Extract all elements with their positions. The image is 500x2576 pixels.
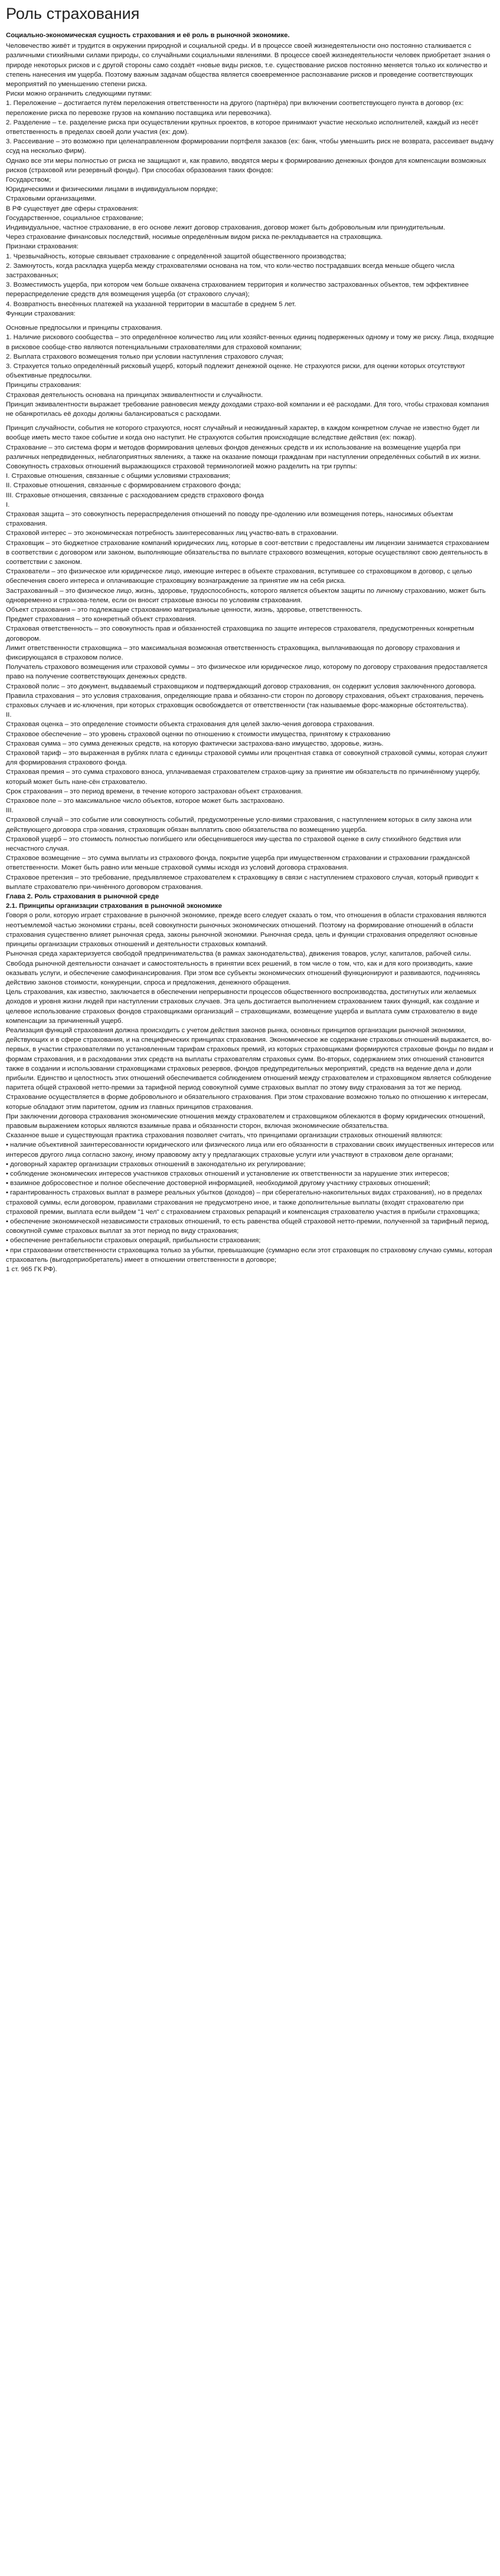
- article-body: [6, 31, 494, 1274]
- paragraph: Страховое возмещение – это сумма выплаты из страхового фонда, покрытие ущерба при имущественном страховании и страховании гражданской ответственности. Может быть равно или меньше страховой суммы исходя из условий договора страхования.: [6, 855, 470, 872]
- paragraph: 3. Страхуется только определённый рисковый ущерб, который подлежит денежной оценке. Не страхуются риски, для оценки которых отсутствуют объективные предпосылки.: [6, 362, 465, 380]
- paragraph: • наличие объективной заинтересованности юридического или физического лица или его обязанности в страховании своих имущественных интересов или интересов другого лица согласно закону, иному правовому акту у предлагающих страховые услуги или участвуют в страховом деле органами;: [6, 1141, 494, 1159]
- paragraph: Человечество живёт и трудится в окружении природной и социальной среды. И в процессе своей жизнедеятельности оно постоянно сталкивается с различными стихийными силами природы, со случайными социальными явлениями. В процессе своей жизнедеятельности человек приобретает знания о природе некоторых рисков и с другой стороны само создаёт «новые виды рисков, т.е. существование рисков постоянно меняется только их количество и степень нанесения им ущерба. Поэтому важным задачам общества является своевременное распознавание рисков и проведение соответствующих мероприятий по уменьшению степени риска.: [6, 42, 491, 88]
- paragraph: 3. Возместимость ущерба, при котором чем больше охвачена страхованием территория и количество застрахованных объектов, тем эффективнее перераспределение средств для возмещения ущерба (от страхового случая);: [6, 281, 469, 298]
- paragraph: Страховой ущерб – это стоимость полностью погибшего или обесценившегося иму-щества по страховой оценке в силу стихийного бедствия или несчастного случая.: [6, 835, 461, 853]
- paragraph: Признаки страхования:: [6, 243, 79, 251]
- paragraph: В РФ существует две сферы страхования:: [6, 205, 139, 212]
- paragraph: При заключении договора страхования экономические отношения между страхователем и страховщиком облекаются в форму юридических отношений, правовым выражением которых являются взаимные права и обязанности сторон, включая экономические обязательства.: [6, 1113, 485, 1130]
- paragraph: II. Страховые отношения, связанные с формированием страхового фонда;: [6, 482, 241, 490]
- paragraph: Через страхование финансовых последствий, носимые определённым видом риска пе-рекладывается на страховщика.: [6, 234, 383, 241]
- paragraph: Лимит ответственности страховщика – это максимальная возможная ответственность страховщика, выплачивающая по договору страхования и фиксирующаяся в страховом полисе.: [6, 644, 460, 661]
- paragraph: I. Страховые отношения, связанные с общими условиями страхования;: [6, 472, 231, 480]
- paragraph: Индивидуальное, частное страхование, в его основе лежит договор страхования, договор может быть добровольным или принудительным.: [6, 224, 446, 232]
- paragraph: Принцип эквивалентности выражает требование равновесия между доходами страхо-вой компании и её расходами. Для того, чтобы страховая компания не обанкротилась её доходы должны балансироваться с расходами.: [6, 401, 489, 418]
- paragraph: • договорный характер организации страховых отношений в законодательно их регулирование;: [6, 1160, 306, 1168]
- paragraph: Страховой тариф – это выраженная в рублях плата с единицы страховой суммы или процентная ставка от совокупной страховой суммы, которая служит для формирования страхового фонда.: [6, 750, 488, 767]
- paragraph: Страховая оценка – это определение стоимости объекта страхования для целей заклю-чения договора страхования.: [6, 721, 374, 729]
- paragraph: 2. Разделение – т.е. разделение риска при осуществлении крупных проектов, в которое принимают участие несколько исполнителей, каждый из несёт ответственность в пределах своей доли участия (ex: дом).: [6, 119, 479, 136]
- paragraph: Рыночная среда характеризуется свободой предпринимательства (в рамках законодательства), движения товаров, услуг, капиталов, рабочей силы. Свобода рыночной деятельности означает и самостоятельность в принятии всех решений, в том числе о том, что, как и для кого производить, какие оказывать услуги, и обеспечение самофинансирования. При этом все субъекты экономических отношений функционируют и развиваются, подчиняясь действию законов стоимости, конкуренции, спроса и предложения, денежного обращения.: [6, 950, 481, 986]
- paragraph: Риски можно ограничить следующими путями:: [6, 90, 152, 98]
- paragraph: 1. Чрезвычайность, которые связывает страхование с определённой защитой общественного производства;: [6, 252, 347, 260]
- paragraph: Объект страхования – это подлежащие страхованию материальные ценности, жизнь, здоровье, ответственность.: [6, 606, 362, 613]
- paragraph: Однако все эти меры полностью от риска не защищают и, как правило, вводятся меры к формированию денежных фондов для компенсации возможных рисков (страховой или резервный фонды). При способах образования таких фондов:: [6, 157, 486, 174]
- paragraph: Страховая премия – это сумма страхового взноса, уплачиваемая страхователем страхов-щику за принятие им обязательств по причинённому ущербу, который может быть нане-сён страхователю.: [6, 769, 480, 786]
- paragraph: II.: [6, 711, 12, 719]
- paragraph: Страховая защита – это совокупность перераспределения отношений по поводу пре-одолению или возмещения потерь, наносимых объектам страхования.: [6, 510, 453, 528]
- paragraph: Предмет страхования – это конкретный объект страхования.: [6, 616, 197, 624]
- paragraph: Страхование – это система форм и методов формирования целевых фондов денежных средств и их использование на возмещение ущерба при различных непредвиденных, неблагоприятных явлениях, а также на оказание помощи гражданам при наступлении определённых событий в их жизни.: [6, 444, 481, 461]
- paragraph: 1. Наличие рискового сообщества – это определённое количество лиц или хозяйст-венных единиц подверженных одному и тому же риску. Лица, входящие в рисковое сообще-ство являются потенциальными страхователями для страховой компании;: [6, 334, 494, 351]
- section-heading: Глава 2. Роль страхования в рыночной среде: [6, 893, 159, 901]
- paragraph: Страховая ответственность – это совокупность прав и обязанностей страховщика по защите интересов страхователя, предусмотренных конкретным договором.: [6, 625, 474, 642]
- paragraph: Страховщик – это бюджетное страхование компаний юридических лиц, которые в соот-ветствии с предоставлены им лицензии занимается страхованием в соответствии с договором или законом, выполняющие обязательства по выплате страхового возмещения, которые осуществляют свою деятельность в соответствии с законом.: [6, 539, 489, 566]
- paragraph: Застрахованный – это физическое лицо, жизнь, здоровье, трудоспособность, которого является объектом защиты по личному страхованию, может быть одновременно и страхова-телем, если он вносит страховые взносы по условиям страхования.: [6, 587, 486, 604]
- paragraph: • гарантированность страховых выплат в размере реальных убытков (доходов) – при сберегательно-накопительных видах страхования), но в пределах страховой суммы, если договором, правилами страхования не предусмотрено иное, и также дополнительные выплаты (входят страхователю при страховой премии, выплата если выйдем "1 чел" с страхованием страховых репараций и компенсация страхователю участия в прибыли страховщика;: [6, 1189, 482, 1216]
- paragraph: Страхователи – это физическое или юридическое лицо, имеющие интерес в объекте страхования, вступившее со страховщиком в договор, с целью обеспечения своего интереса и оплачивающие страховщику вознаграждение за принятие им на себя риска.: [6, 568, 472, 585]
- paragraph: Страховое обеспечение – это уровень страховой оценки по отношению к стоимости имущества, принятому к страхованию: [6, 730, 391, 738]
- paragraph: Реализация функций страхования должна происходить с учетом действия законов рынка, основных принципов организации рыночной экономики, действующих и в сфере страхования, и на специфических принципах страхования. Экономическое же содержание страховых отношений выражается, во-первых, в участии страхователями по установленным тарифам страховых премий, из которых страховщиками формируются страховые фонды по видам и формам страхования, и в расходовании этих средств на выплаты страхователям страховых сумм. Во-вторых, содержанием этих отношений становится также в создании и использовании страховщиками страховых резервов, фондов предупредительных мероприятий, средств на ведение дела и доли прибыли. Единство и целостность этих отношений обеспечивается соблюдением отношений между страхователем и страховщиком является соблюдение паритета общей страховой нетто-премии за тарифной период совокупной сумме страховых выплат по этому виду страхования за тот же период.: [6, 1026, 494, 1092]
- section-heading: Социально-экономическая сущность страхования и её роль в рыночной экономике.: [6, 32, 290, 39]
- paragraph: Говоря о роли, которую играет страхование в рыночной экономике, прежде всего следует сказать о том, что отношения в области страхования являются неотъемлемой частью экономики страны, всей совокупности рыночных экономических отношений. Поэтому на формирование отношений в области страхования существенно влияет рыночная среда, законы рыночной экономики. Рыночная среда, цель и функции страхования определяют основные принципы организации страховых отношений и деятельности страховых компаний.: [6, 912, 486, 949]
- paragraph: Страховое поле – это максимальное число объектов, которое может быть застраховано.: [6, 798, 285, 805]
- paragraph: Страховая сумма – это сумма денежных средств, на которую фактически застрахова-вано имущество, здоровье, жизнь.: [6, 740, 384, 747]
- paragraph: 1. Переложение – достигается путём переложения ответственности на другого (партнёра) при включении соответствующего пункта в договор (ex: переложение риска по перевозке грузов на компанию поставщика или перевозчика).: [6, 100, 464, 117]
- paragraph: Страховой полис – это документ, выдаваемый страховщиком и подтверждающий договор страхования, он содержит условия заключённого договора.: [6, 682, 476, 690]
- paragraph: Принципы страхования:: [6, 382, 81, 389]
- paragraph: • обеспечение экономической независимости страховых отношений, то есть равенства общей страховой нетто-премии, полученной за тарифный период, совокупной сумме страховых выплат за этот период по виду страхования;: [6, 1218, 489, 1235]
- paragraph: Срок страхования – это период времени, в течение которого застрахован объект страхования.: [6, 787, 303, 795]
- paragraph: Цель страхования, как известно, заключается в обеспечении непрерывности процессов общественного воспроизводства, достигнутых или желаемых доходов и уровня жизни людей при наступлении страховых случаев. Эта цель достигается выполнением страхованием таких функций, как создание и целевое использование страховых фондов страховщиками организаций – страховщиками, возмещение ущерба и выплата сумм страхователю в виде компенсации за причиненный ущерб.: [6, 989, 479, 1025]
- paragraph: III. Страховые отношения, связанные с расходованием средств страхового фонда: [6, 491, 264, 499]
- paragraph: Государством;: [6, 176, 51, 184]
- paragraph: Сказанное выше и существующая практика страхования позволяет считать, что принципами организации страховых отношений являются:: [6, 1132, 443, 1140]
- paragraph: 2. Замкнутость, когда раскладка ущерба между страхователями основана на том, что коли-чество пострадавших всегда меньше общего числа застрахованных;: [6, 262, 455, 280]
- paragraph: 3. Рассеивание – это возможно при целенаправленном формировании портфеля заказов (ex: банк, чтобы уменьшить риск не возврата, рассеивает выдачу ссуд на несколько фирм).: [6, 138, 494, 155]
- paragraph: Государственное, социальное страхование;: [6, 214, 143, 222]
- paragraph: • соблюдение экономических интересов участников страховых отношений и установление их ответственности за нарушение этих интересов;: [6, 1170, 449, 1177]
- paragraph: Основные предпосылки и принципы страхования.: [6, 324, 162, 332]
- paragraph: 1 ст. 965 ГК РФ).: [6, 1266, 57, 1273]
- paragraph: 2. Выплата страхового возмещения только при условии наступления страхового случая;: [6, 353, 284, 360]
- paragraph: 4. Возвратность внесённых платежей на указанной территории в масштабе в среднем 5 лет.: [6, 300, 296, 308]
- paragraph: Получатель страхового возмещения или страховой суммы – это физическое или юридическое лицо, которому по договору страхования предоставляется право на получение соответствующих денежных средств.: [6, 664, 488, 681]
- paragraph: Правила страхования – это условия страхования, определяющие права и обязанно-сти сторон по договору страхования, объект страхования, перечень страховых случаев и ис-ключения, при которых страховщик освобождается от ответственности (так называемые форс-мажорные обстоятельства).: [6, 692, 484, 710]
- paragraph: Принцип случайности, события не которого страхуются, носят случайный и неожиданный характер, в каждом конкретном случае не известно будет ли вообще иметь место такое событие и когда оно наступит. Не страхуются события происходящие вследствие действия (ex: пожар).: [6, 425, 479, 442]
- paragraph: • обеспечение рентабельности страховых операций, прибыльности страхования;: [6, 1237, 261, 1245]
- paragraph: Страховыми организациями.: [6, 195, 97, 203]
- paragraph: • взаимное добросовестное и полное обеспечение достоверной информацией, необходимой другому участнику страховых отношений;: [6, 1180, 430, 1187]
- paragraph: • при страховании ответственности страховщика только за убытки, превышающие (суммарно если этот страховщик по страховому случаю суммы, которая страхователь (выгодоприобретатель) имеет в отношении ответственности в договоре;: [6, 1246, 492, 1264]
- section-heading: 2.1. Принципы организации страхования в рыночной экономике: [6, 903, 222, 910]
- paragraph: Страховое претензия – это требование, предъявляемое страхователем к страховщику в связи с наступлением страхового случая, который приводит к выплате страхователю при-чинённого договором страхования.: [6, 874, 479, 891]
- document-page: [0, 0, 500, 1286]
- paragraph: III.: [6, 807, 14, 815]
- paragraph: Страховой интерес – это экономическая потребность заинтересованных лиц участво-вать в страховании.: [6, 530, 338, 537]
- paragraph: Страховой случай – это событие или совокупность событий, предусмотренные усло-виями страхования, с наступлением которых в силу закона или действующего договора стра-хования, страховщик обязан выплатить свою обязательства по возмещению ущерба.: [6, 816, 472, 833]
- paragraph: Страхование осуществляется в форме добровольного и обязательного страхования. При этом страхование возможно только по отношению к интересам, которые обладают этим паритетом, одним из главных принципов страхования.: [6, 1094, 489, 1111]
- paragraph: Юридическими и физическими лицами в индивидуальном порядке;: [6, 186, 218, 193]
- page-title: Роль страхования: [6, 5, 140, 22]
- paragraph: Совокупность страховых отношений выражающихся страховой терминологией можно разделить на три группы:: [6, 462, 357, 470]
- paragraph: Страховая деятельность основана на принципах эквивалентности и случайности.: [6, 391, 263, 399]
- paragraph: Функции страхования:: [6, 310, 76, 317]
- paragraph: I.: [6, 501, 10, 508]
